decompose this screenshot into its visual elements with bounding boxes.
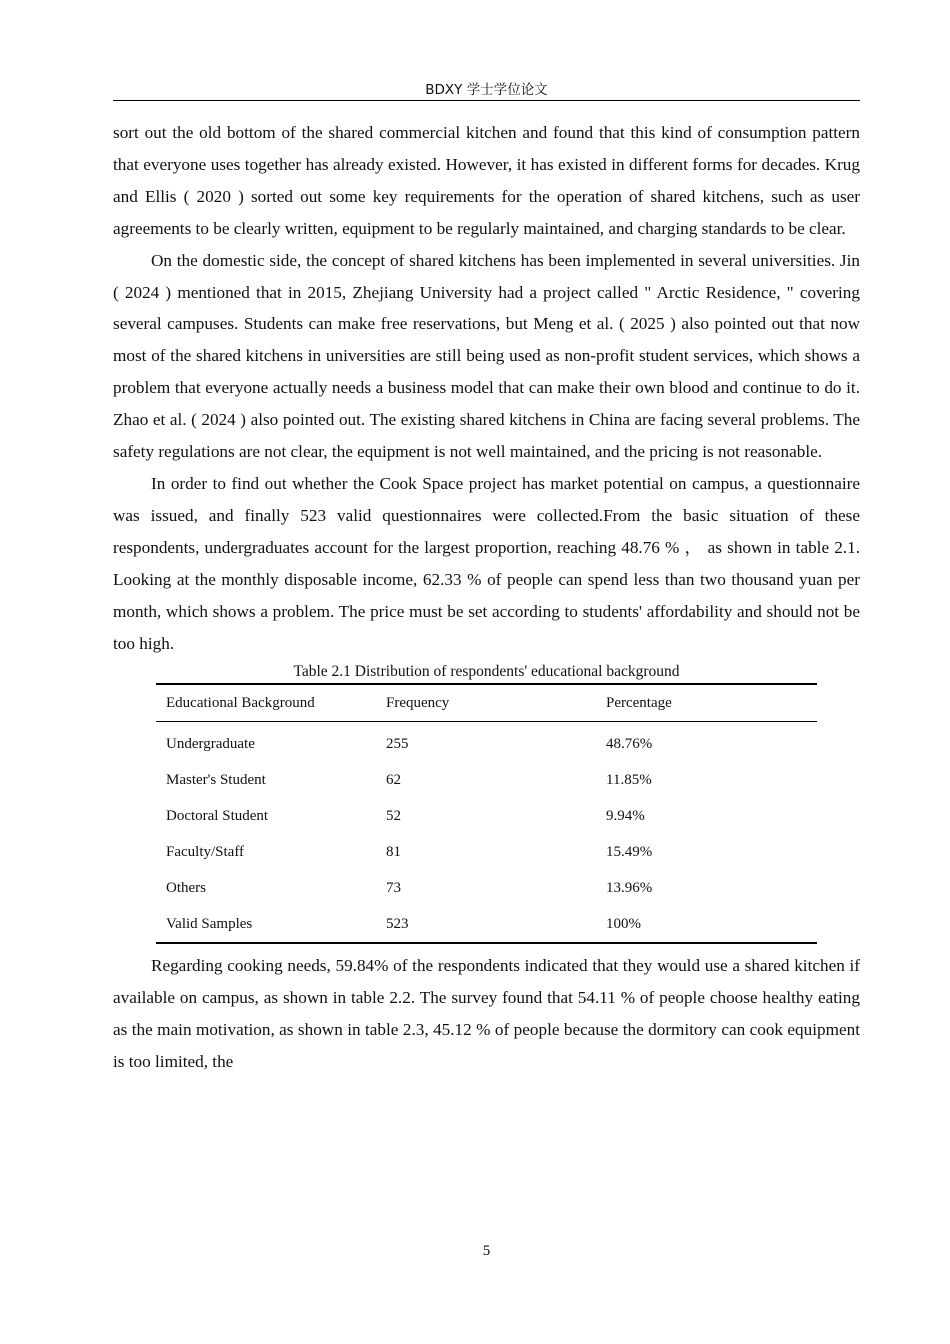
cell-category: Undergraduate: [166, 735, 255, 752]
table-row: [156, 762, 817, 798]
paragraph-4: Regarding cooking needs, 59.84% of the respondents indicated that they would use a shared kitchen if available on campus, as shown in table 2.2. The survey found that 54.11 % of people choose healthy eating as the main motivation, as shown in table 2.3, 45.12 % of people because the dormitory can cook equipment is too limited, the: [113, 956, 860, 1072]
cell-category: Doctoral Student: [166, 807, 269, 824]
cell-percentage: 11.85%: [606, 771, 652, 788]
cell-percentage: 48.76%: [606, 735, 653, 752]
cell-percentage: 15.49%: [606, 843, 653, 860]
running-header: BDXY 学士学位论文: [425, 82, 548, 98]
table-caption: Table 2.1 Distribution of respondents' educational background: [293, 663, 680, 681]
body-text: [113, 117, 860, 1078]
table-row: [156, 906, 817, 943]
paragraph-3: In order to find out whether the Cook Space project has market potential on campus, a questionnaire was issued, and finally 523 valid questionnaires were collected.From the basic situation of these respondents, undergraduates account for the largest proportion, reaching 48.76 % ， as shown in table 2.1. Looking at the monthly disposable income, 62.33 % of people can spend less than two thousand yuan per month, which shows a problem. The price must be set according to students' affordability and should not be too high.: [113, 473, 860, 653]
cell-percentage: 13.96%: [606, 879, 653, 896]
cell-percentage: 9.94%: [606, 807, 645, 824]
cell-frequency: 523: [386, 915, 409, 932]
table-container: [156, 683, 817, 944]
cell-frequency: 62: [386, 771, 401, 788]
paragraph-1: sort out the old bottom of the shared commercial kitchen and found that this kind of consumption pattern that everyone uses together has already existed. However, it has existed in different forms for decades. Krug and Ellis ( 2020 ) sorted out some key requirements for the operation of shared kitchens, such as user agreements to be clearly written, equipment to be regularly maintained, and charging standards to be clear.: [113, 123, 860, 238]
cell-category: Master's Student: [166, 771, 266, 788]
cell-category: Others: [166, 879, 206, 896]
page-number: 5: [482, 1243, 491, 1259]
header-frequency: Frequency: [386, 694, 450, 711]
table-header-row: [156, 684, 817, 722]
header-percentage: Percentage: [606, 694, 672, 711]
education-table: [156, 683, 817, 944]
cell-frequency: 52: [386, 807, 401, 824]
header-education: Educational Background: [166, 694, 315, 711]
table-row: [156, 834, 817, 870]
cell-frequency: 73: [386, 879, 401, 896]
table-row: [156, 798, 817, 834]
cell-frequency: 255: [386, 735, 409, 752]
cell-percentage: 100%: [606, 915, 641, 932]
cell-frequency: 81: [386, 843, 401, 860]
cell-category: Valid Samples: [166, 915, 253, 932]
table-row: [156, 870, 817, 906]
cell-category: Faculty/Staff: [166, 843, 245, 860]
table-row: [156, 722, 817, 763]
header-rule: [113, 100, 860, 101]
paragraph-2: On the domestic side, the concept of shared kitchens has been implemented in several universities. Jin ( 2024 ) mentioned that in 2015, Zhejiang University had a project called " Arctic Residence, " covering several campuses. Students can make free reservations, but Meng et al. ( 2025 ) also pointed out that now most of the shared kitchens in universities are still being used as non-profit student services, which shows a problem that everyone actually needs a business model that can make their own blood and continue to do it. Zhao et al. ( 2024 ) also pointed out. The existing shared kitchens in China are facing several problems. The safety regulations are not clear, the equipment is not well maintained, and the pricing is not reasonable.: [113, 250, 860, 462]
